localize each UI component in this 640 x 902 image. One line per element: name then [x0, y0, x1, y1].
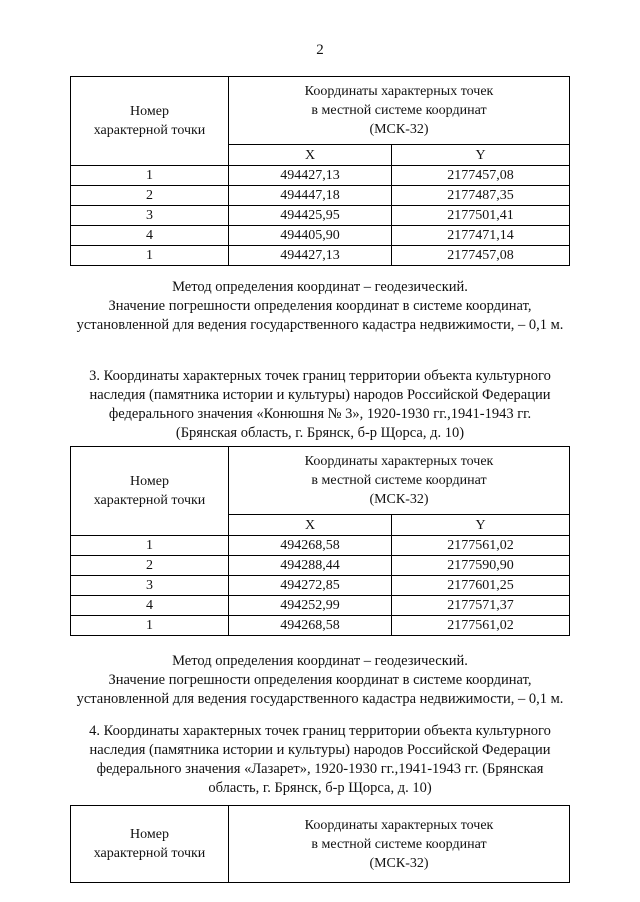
point-number: 4	[71, 226, 229, 246]
point-number: 3	[71, 576, 229, 596]
table-row	[71, 616, 570, 636]
header-col2-line3: (МСК-32)	[369, 492, 429, 507]
table-row	[71, 556, 570, 576]
point-number: 1	[71, 536, 229, 556]
x-value: 494272,85	[229, 576, 392, 596]
y-value: 2177561,02	[392, 536, 570, 556]
point-number: 2	[71, 186, 229, 206]
coordinates-header	[229, 447, 570, 515]
x-value: 494427,13	[229, 166, 392, 186]
section-4-heading	[70, 722, 570, 798]
header-col2-line1: Координаты характерных точек	[304, 454, 494, 469]
y-value: 2177590,90	[392, 556, 570, 576]
header-col2-line2: в местной системе координат	[311, 473, 487, 488]
y-value: 2177501,41	[392, 206, 570, 226]
point-number: 1	[71, 246, 229, 266]
accuracy-line: Значение погрешности определения координат в системе координат,	[108, 298, 532, 314]
y-header: Y	[392, 515, 570, 536]
y-value: 2177601,25	[392, 576, 570, 596]
page-number: 2	[316, 42, 324, 58]
heading-line: 3. Координаты характерных точек границ территории объекта культурного	[89, 368, 551, 384]
header-col2-line3: (МСК-32)	[369, 855, 429, 871]
table-row	[71, 246, 570, 266]
table-row	[71, 166, 570, 186]
table-row	[71, 576, 570, 596]
x-value: 494288,44	[229, 556, 392, 576]
coordinates-header	[229, 806, 570, 883]
coordinates-table-2	[70, 446, 570, 636]
x-value: 494427,13	[229, 246, 392, 266]
header-col1-line1: Номер	[130, 104, 169, 119]
method-line: Метод определения координат – геодезический.	[172, 653, 468, 669]
header-col2-line3: (МСК-32)	[369, 122, 429, 137]
point-number: 2	[71, 556, 229, 576]
accuracy-line: установленной для ведения государственного кадастра недвижимости, – 0,1 м.	[76, 691, 564, 707]
table-row	[71, 226, 570, 246]
point-number: 3	[71, 206, 229, 226]
y-value: 2177571,37	[392, 596, 570, 616]
coordinates-table-1	[70, 76, 570, 266]
point-number: 1	[71, 616, 229, 636]
heading-line: наследия (памятника истории и культуры) народов Российской Федерации	[89, 387, 551, 403]
y-header: Y	[392, 145, 570, 166]
y-value: 2177457,08	[392, 166, 570, 186]
coordinates-table-3	[70, 805, 570, 883]
header-col1-line2: характерной точки	[93, 846, 206, 861]
point-number-header	[71, 447, 229, 536]
header-col2-line2: в местной системе координат	[311, 836, 487, 852]
table-row	[71, 536, 570, 556]
accuracy-line: Значение погрешности определения координат в системе координат,	[108, 672, 532, 688]
method-paragraph-1	[70, 278, 570, 335]
header-col1-line1: Номер	[130, 827, 169, 842]
heading-line: федерального значения «Конюшня № 3», 1920-1930 гг.,1941-1943 гг.	[108, 406, 532, 422]
coordinates-header	[229, 77, 570, 145]
header-col1-line2: характерной точки	[93, 123, 206, 138]
section-3-heading	[70, 367, 570, 443]
header-col2-line1: Координаты характерных точек	[304, 817, 494, 833]
heading-line: федерального значения «Лазарет», 1920-1930 гг.,1941-1943 гг. (Брянская	[96, 761, 544, 777]
y-value: 2177561,02	[392, 616, 570, 636]
point-number: 4	[71, 596, 229, 616]
x-header: X	[229, 515, 392, 536]
accuracy-line: установленной для ведения государственного кадастра недвижимости, – 0,1 м.	[76, 317, 564, 333]
point-number-header	[71, 806, 229, 883]
point-number-header	[71, 77, 229, 166]
x-value: 494405,90	[229, 226, 392, 246]
y-value: 2177487,35	[392, 186, 570, 206]
header-col2-line2: в местной системе координат	[311, 103, 487, 118]
heading-line: 4. Координаты характерных точек границ территории объекта культурного	[89, 723, 551, 739]
method-line: Метод определения координат – геодезический.	[172, 279, 468, 295]
heading-line: наследия (памятника истории и культуры) народов Российской Федерации	[89, 742, 551, 758]
table-row	[71, 596, 570, 616]
header-col1-line1: Номер	[130, 474, 169, 489]
header-col2-line1: Координаты характерных точек	[304, 84, 494, 99]
x-header: X	[229, 145, 392, 166]
x-value: 494268,58	[229, 536, 392, 556]
method-paragraph-2	[70, 652, 570, 709]
heading-line: область, г. Брянск, б-р Щорса, д. 10)	[208, 780, 432, 796]
x-value: 494425,95	[229, 206, 392, 226]
point-number: 1	[71, 166, 229, 186]
table-row	[71, 186, 570, 206]
table-row	[71, 206, 570, 226]
x-value: 494268,58	[229, 616, 392, 636]
x-value: 494252,99	[229, 596, 392, 616]
heading-line: (Брянская область, г. Брянск, б-р Щорса, д. 10)	[175, 425, 465, 441]
x-value: 494447,18	[229, 186, 392, 206]
y-value: 2177457,08	[392, 246, 570, 266]
y-value: 2177471,14	[392, 226, 570, 246]
header-col1-line2: характерной точки	[93, 493, 206, 508]
